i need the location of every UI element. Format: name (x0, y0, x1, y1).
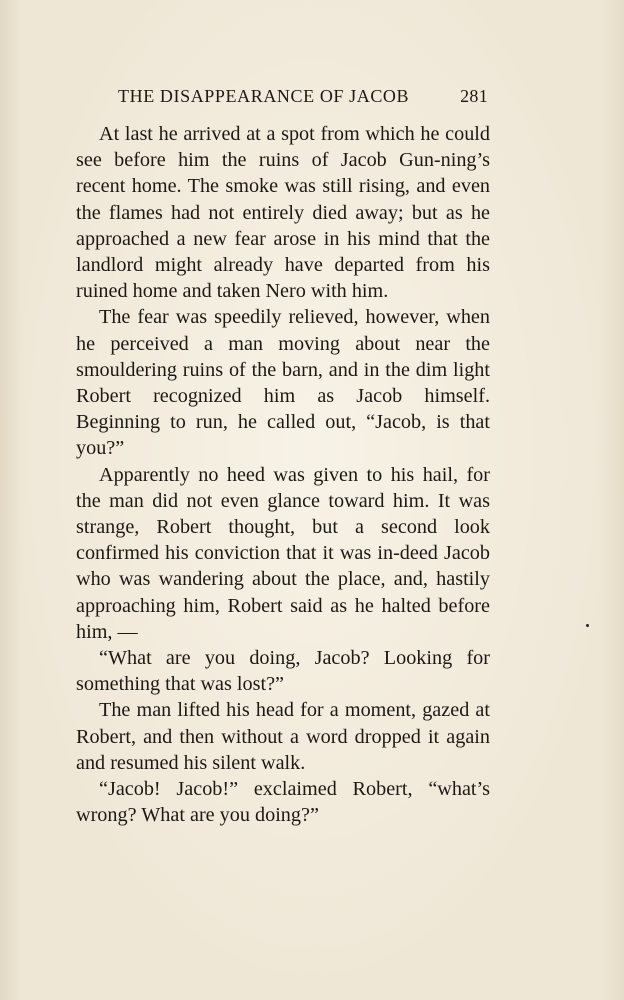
running-head-title: THE DISAPPEARANCE OF JACOB (118, 86, 410, 106)
paper-speck (586, 624, 589, 627)
paragraph-2: The fear was speedily relieved, however, when he perceived a man moving about near the smouldering ruins of the barn, and in the dim light Robert recognized him as Jacob himself. Beginning to run, he called out, “Jacob, is that you?” (76, 306, 490, 460)
paragraph-5: The man lifted his head for a moment, gazed at Robert, and then without a word dropped it again and resumed his silent walk. (76, 699, 490, 774)
page-number: 281 (460, 86, 488, 106)
body-text (76, 121, 490, 828)
paragraph-4: “What are you doing, Jacob? Looking for something that was lost?” (76, 647, 490, 696)
paragraph-3: Apparently no heed was given to his hail, for the man did not even glance toward him. It was strange, Robert thought, but a second look confirmed his conviction that it was in-deed Jacob who was wandering about the place, and, hastily approaching him, Robert said as he halted before him, — (76, 463, 490, 643)
paragraph-6: “Jacob! Jacob!” exclaimed Robert, “what’s wrong? What are you doing?” (76, 778, 490, 827)
running-head (118, 86, 488, 107)
paragraph-1: At last he arrived at a spot from which he could see before him the ruins of Jacob Gun-ning’s recent home. The smoke was still rising, and even the flames had not entirely died away; but as he approached a new fear arose in his mind that the landlord might already have departed from his ruined home and taken Nero with him. (76, 123, 490, 303)
